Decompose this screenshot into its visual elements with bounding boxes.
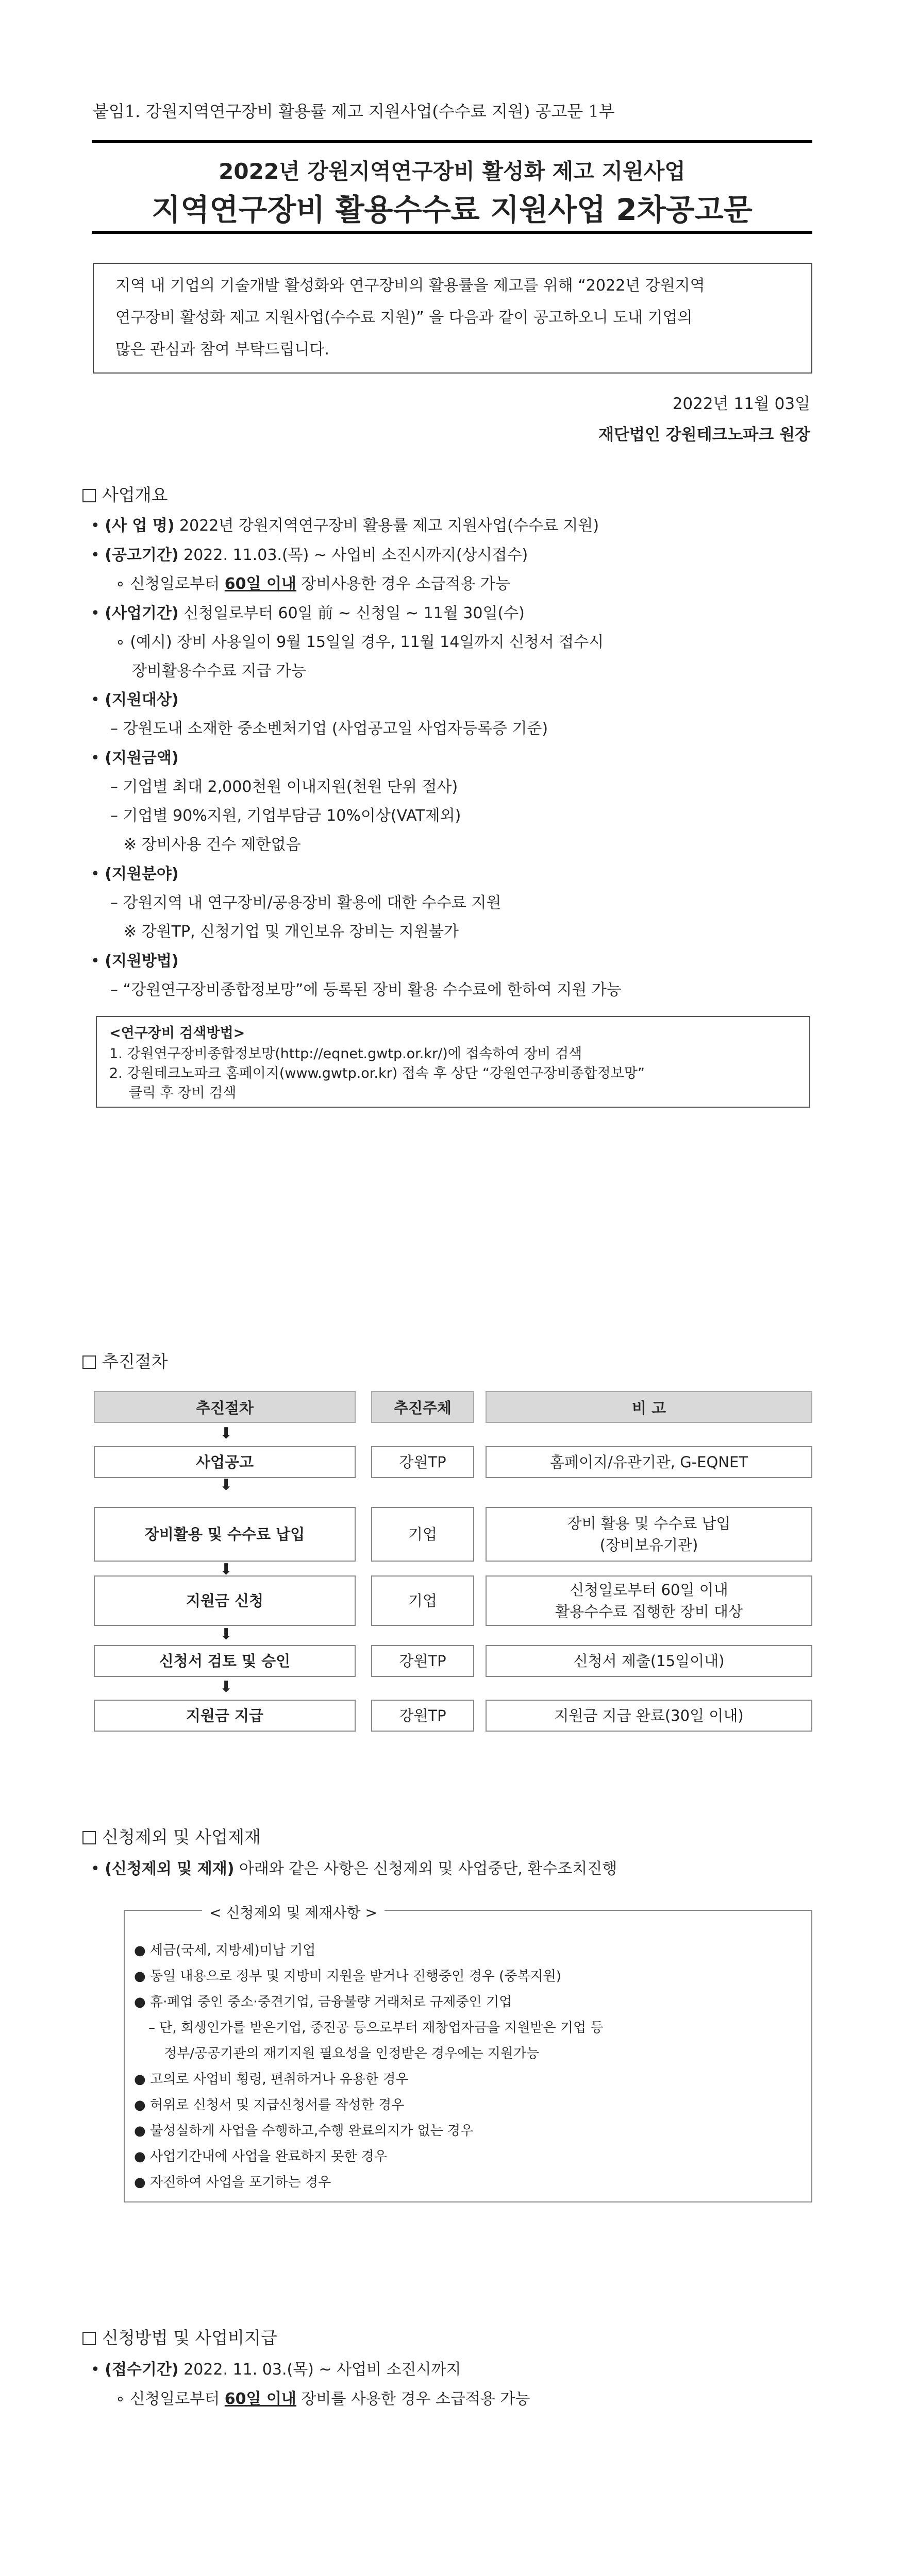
search-box-line1: 1. 강원연구장비종합정보망(http://eqnet.gwtp.or.kr/)에 접속하여 장비 검색 bbox=[109, 1046, 582, 1062]
flow-actor-label: 강원TP bbox=[399, 1706, 446, 1724]
exclusion-item: ● 휴·폐업 중인 중소·중견기업, 금융불량 거래처로 규제중인 기업 bbox=[134, 1994, 512, 2010]
issuer: 재단법인 강원테크노파크 원장 bbox=[598, 426, 810, 444]
flow-note-2 bbox=[486, 1575, 812, 1626]
flow-note-line: 신청서 제출(15일이내) bbox=[573, 1652, 725, 1670]
down-arrow-icon: ⬇ bbox=[220, 1561, 233, 1579]
overview-biz-example-cont: 장비활용수수료 지급 가능 bbox=[132, 662, 306, 680]
search-box-line3: 클릭 후 장비 검색 bbox=[129, 1085, 237, 1101]
search-method-box bbox=[96, 1016, 810, 1108]
flow-step-label: 지원금 지급 bbox=[186, 1706, 264, 1724]
section-overview-heading: 사업개요 bbox=[82, 482, 168, 508]
intro-box bbox=[93, 263, 812, 374]
section-apply-heading: 신청방법 및 사업비지급 bbox=[82, 2325, 277, 2351]
flow-actor-2 bbox=[371, 1575, 474, 1626]
exclusion-item: ● 허위로 신청서 및 지급신청서를 작성한 경우 bbox=[134, 2097, 405, 2113]
overview-biz-period: • (사업기간) 신청일로부터 60일 前 ~ 신청일 ~ 11월 30일(수) bbox=[91, 604, 525, 622]
flow-note-0 bbox=[486, 1446, 812, 1478]
search-box-line2: 2. 강원테크노파크 홈페이지(www.gwtp.or.kr) 접속 후 상단 “강원연구장비종합정보망” bbox=[109, 1065, 645, 1081]
overview-amount-2: – 기업별 90%지원, 기업부담금 10%이상(VAT제외) bbox=[110, 807, 461, 825]
flow-actor-0 bbox=[371, 1446, 474, 1478]
overview-method-label: • (지원방법) bbox=[91, 952, 179, 970]
header-main-title: 지역연구장비 활용수수료 지원사업 2차공고문 bbox=[152, 192, 753, 227]
exclusion-item: ● 사업기간내에 사업을 완료하지 못한 경우 bbox=[134, 2149, 387, 2164]
flow-header-note: 비 고 bbox=[486, 1391, 812, 1423]
flow-note-line: 신청일로부터 60일 이내 bbox=[570, 1581, 728, 1599]
exclusion-item: ● 고의로 사업비 횡령, 편취하거나 유용한 경우 bbox=[134, 2072, 409, 2087]
overview-target-value: – 강원도내 소재한 중소벤처기업 (사업공고일 사업자등록증 기준) bbox=[110, 720, 548, 738]
flow-step-label: 장비활용 및 수수료 납입 bbox=[144, 1525, 305, 1543]
down-arrow-icon: ⬇ bbox=[220, 1678, 233, 1696]
flow-note-line: 장비 활용 및 수수료 납입 bbox=[567, 1514, 731, 1532]
header-bottom-rule bbox=[92, 231, 812, 234]
flow-actor-label: 기업 bbox=[408, 1591, 438, 1609]
square-bullet-icon bbox=[82, 1831, 96, 1844]
overview-field-note: ※ 강원TP, 신청기업 및 개인보유 장비는 지원불가 bbox=[124, 923, 459, 941]
exclusion-box bbox=[124, 1904, 812, 2202]
overview-period-note: ∘ 신청일로부터 60일 이내 장비사용한 경우 소급적용 가능 bbox=[115, 575, 510, 593]
overview-name: • (사 업 명) 2022년 강원지역연구장비 활용률 제고 지원사업(수수료 지원) bbox=[91, 517, 599, 535]
down-arrow-icon: ⬇ bbox=[220, 1625, 233, 1643]
flow-actor-4 bbox=[371, 1700, 474, 1732]
flow-step-3 bbox=[94, 1645, 356, 1677]
flow-step-0 bbox=[94, 1446, 356, 1478]
flow-step-4 bbox=[94, 1700, 356, 1732]
exclusion-item: ● 동일 내용으로 정부 및 지방비 지원을 받거나 진행중인 경우 (중복지원) bbox=[134, 1969, 561, 1984]
flow-actor-label: 기업 bbox=[408, 1525, 438, 1543]
flow-step-label: 신청서 검토 및 승인 bbox=[159, 1652, 291, 1670]
flow-actor-3 bbox=[371, 1645, 474, 1677]
flow-header-step: 추진절차 bbox=[94, 1391, 356, 1423]
square-bullet-icon bbox=[82, 2332, 96, 2345]
down-arrow-icon: ⬇ bbox=[220, 1425, 233, 1443]
square-bullet-icon bbox=[82, 489, 96, 502]
flow-actor-label: 강원TP bbox=[399, 1652, 446, 1670]
flow-note-1 bbox=[486, 1507, 812, 1562]
overview-method-value: – “강원연구장비종합정보망”에 등록된 장비 활용 수수료에 한하여 지원 가능 bbox=[110, 981, 622, 999]
overview-amount-1: – 기업별 최대 2,000천원 이내지원(천원 단위 절사) bbox=[110, 778, 458, 796]
exclusion-subnote: – 단, 회생인가를 받은기업, 중진공 등으로부터 재창업자금을 지원받은 기업 등 bbox=[148, 2020, 604, 2036]
square-bullet-icon bbox=[82, 1355, 96, 1369]
flow-note-line: 활용수수료 집행한 장비 대상 bbox=[555, 1603, 743, 1620]
flow-step-label: 지원금 신청 bbox=[186, 1591, 264, 1609]
header-top-rule bbox=[92, 140, 812, 143]
flow-actor-label: 강원TP bbox=[399, 1453, 446, 1471]
overview-field-value: – 강원지역 내 연구장비/공용장비 활용에 대한 수수료 지원 bbox=[110, 894, 502, 912]
exclusion-intro: • (신청제외 및 제재) 아래와 같은 사항은 신청제외 및 사업중단, 환수조치진행 bbox=[91, 1860, 617, 1878]
overview-period: • (공고기간) 2022. 11.03.(목) ~ 사업비 소진시까지(상시접수) bbox=[91, 546, 528, 564]
overview-target-label: • (지원대상) bbox=[91, 691, 179, 709]
announce-date: 2022년 11월 03일 bbox=[672, 395, 810, 413]
exclusion-item: ● 세금(국세, 지방세)미납 기업 bbox=[134, 1943, 316, 1958]
overview-amount-label: • (지원금액) bbox=[91, 749, 179, 767]
flow-note-3 bbox=[486, 1645, 812, 1677]
exclusion-list bbox=[134, 1938, 604, 2195]
overview-amount-note: ※ 장비사용 건수 제한없음 bbox=[124, 836, 301, 854]
flow-header-actor: 추진주체 bbox=[371, 1391, 474, 1423]
header-year-title: 2022년 강원지역연구장비 활성화 제고 지원사업 bbox=[219, 159, 686, 184]
exclusion-box-title: < 신청제외 및 제재사항 > bbox=[202, 1902, 385, 1922]
flow-step-2 bbox=[94, 1575, 356, 1626]
flow-note-line: 홈페이지/유관기관, G-EQNET bbox=[549, 1453, 748, 1471]
section-procedure-heading: 추진절차 bbox=[82, 1348, 168, 1375]
flow-step-label: 사업공고 bbox=[195, 1453, 254, 1471]
exclusion-item: ● 자진하여 사업을 포기하는 경우 bbox=[134, 2175, 331, 2190]
down-arrow-icon: ⬇ bbox=[220, 1476, 233, 1494]
apply-period-note: ∘ 신청일로부터 60일 이내 장비를 사용한 경우 소급적용 가능 bbox=[115, 2390, 530, 2408]
intro-text: 지역 내 기업의 기술개발 활성화와 연구장비의 활용률을 제고를 위해 “2022년 강원지역 연구장비 활성화 제고 지원사업(수수료 지원)” 을 다음과 같이 공고하오니 도내 기업의 많은 관심과 참여 부탁드립니다. bbox=[115, 277, 705, 359]
flow-note-line: (장비보유기관) bbox=[599, 1536, 698, 1554]
flow-step-1 bbox=[94, 1507, 356, 1562]
flow-note-4 bbox=[486, 1700, 812, 1732]
flow-actor-1 bbox=[371, 1507, 474, 1562]
exclusion-item: ● 불성실하게 사업을 수행하고,수행 완료의지가 없는 경우 bbox=[134, 2123, 474, 2139]
apply-period: • (접수기간) 2022. 11. 03.(목) ~ 사업비 소진시까지 bbox=[91, 2361, 461, 2379]
overview-field-label: • (지원분야) bbox=[91, 865, 179, 883]
section-exclusion-heading: 신청제외 및 사업제재 bbox=[82, 1824, 261, 1850]
attachment-title: 붙임1. 강원지역연구장비 활용률 제고 지원사업(수수료 지원) 공고문 1부 bbox=[93, 101, 615, 121]
exclusion-subnote: 정부/공공기관의 재기지원 필요성을 인정받은 경우에는 지원가능 bbox=[164, 2046, 540, 2061]
flow-note-line: 지원금 지급 완료(30일 이내) bbox=[554, 1706, 744, 1724]
overview-biz-example: ∘ (예시) 장비 사용일이 9월 15일일 경우, 11월 14일까지 신청서 접수시 bbox=[115, 633, 604, 651]
search-box-title: <연구장비 검색방법> bbox=[109, 1025, 245, 1041]
